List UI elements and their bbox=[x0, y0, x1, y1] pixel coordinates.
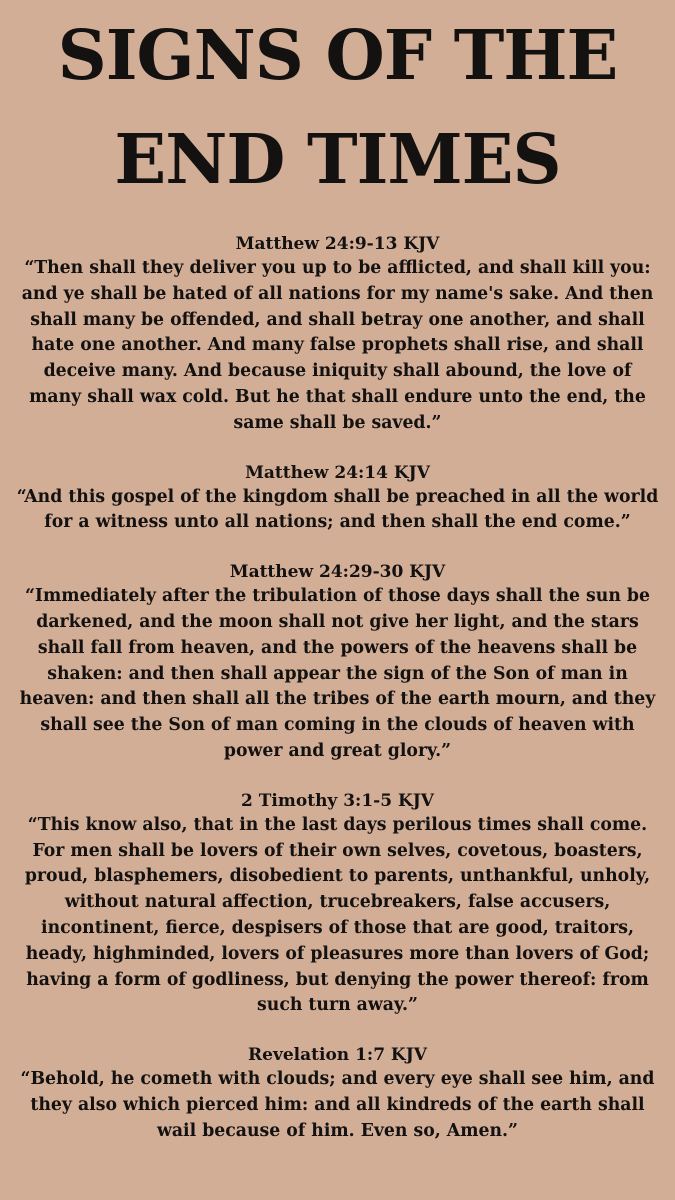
scripture-reference: Revelation 1:7 KJV bbox=[248, 1045, 427, 1066]
scripture-passages bbox=[16, 232, 659, 1145]
page-title bbox=[16, 0, 659, 212]
scripture-reference: Matthew 24:14 KJV bbox=[245, 462, 430, 483]
scripture-passage bbox=[16, 461, 659, 537]
scripture-reference: Matthew 24:9-13 KJV bbox=[235, 234, 440, 254]
scripture-passage bbox=[16, 232, 659, 437]
scripture-passage bbox=[16, 1043, 659, 1144]
scripture-passage bbox=[16, 560, 659, 765]
scripture-text: “Then shall they deliver you up to be afflicted, and shall kill you: and ye shall be hated of all nations for my name's sake. And then shall many be offended, and shall betray one another, and shall hate one another. And many false prophets shall rise, and shall deceive many. And because iniquity shall abound, the love of many shall wax cold. But he that shall endure unto the end, the same shall be saved.” bbox=[21, 258, 654, 433]
scripture-text: “Immediately after the tribulation of those days shall the sun be darkened, and the moon shall not give her light, and the stars shall fall from heaven, and the powers of the heavens shall be shaken: and then shall appear the sign of the Son of man in heaven: and then shall all the tribes of the earth mourn, and they shall see the Son of man coming in the clouds of heaven with power and great glory.” bbox=[19, 586, 656, 761]
scripture-passage bbox=[16, 789, 659, 1019]
scripture-text: “And this gospel of the kingdom shall be preached in all the world for a witness unto all nations; and then shall the end come.” bbox=[16, 486, 659, 533]
scripture-reference: 2 Timothy 3:1-5 KJV bbox=[241, 790, 434, 811]
title-line-1: SIGNS OF THE bbox=[57, 16, 618, 96]
scripture-text: “This know also, that in the last days perilous times shall come. For men shall be lovers of their own selves, covetous, boasters, proud, blasphemers, disobedient to parents, unthankful, unholy, without natural affection, trucebreakers, false accusers, incontinent, fierce, despisers of those that are good, traitors, heady, highminded, lovers of pleasures more than lovers of God; having a form of godliness, but denying the power thereof: from such turn away.” bbox=[24, 814, 651, 1016]
title-line-2: END TIMES bbox=[114, 120, 561, 200]
scripture-reference: Matthew 24:29-30 KJV bbox=[229, 562, 446, 583]
scripture-text: “Behold, he cometh with clouds; and every eye shall see him, and they also which pierced him: and all kindreds of the earth shall wail because of him. Even so, Amen.” bbox=[20, 1069, 655, 1141]
